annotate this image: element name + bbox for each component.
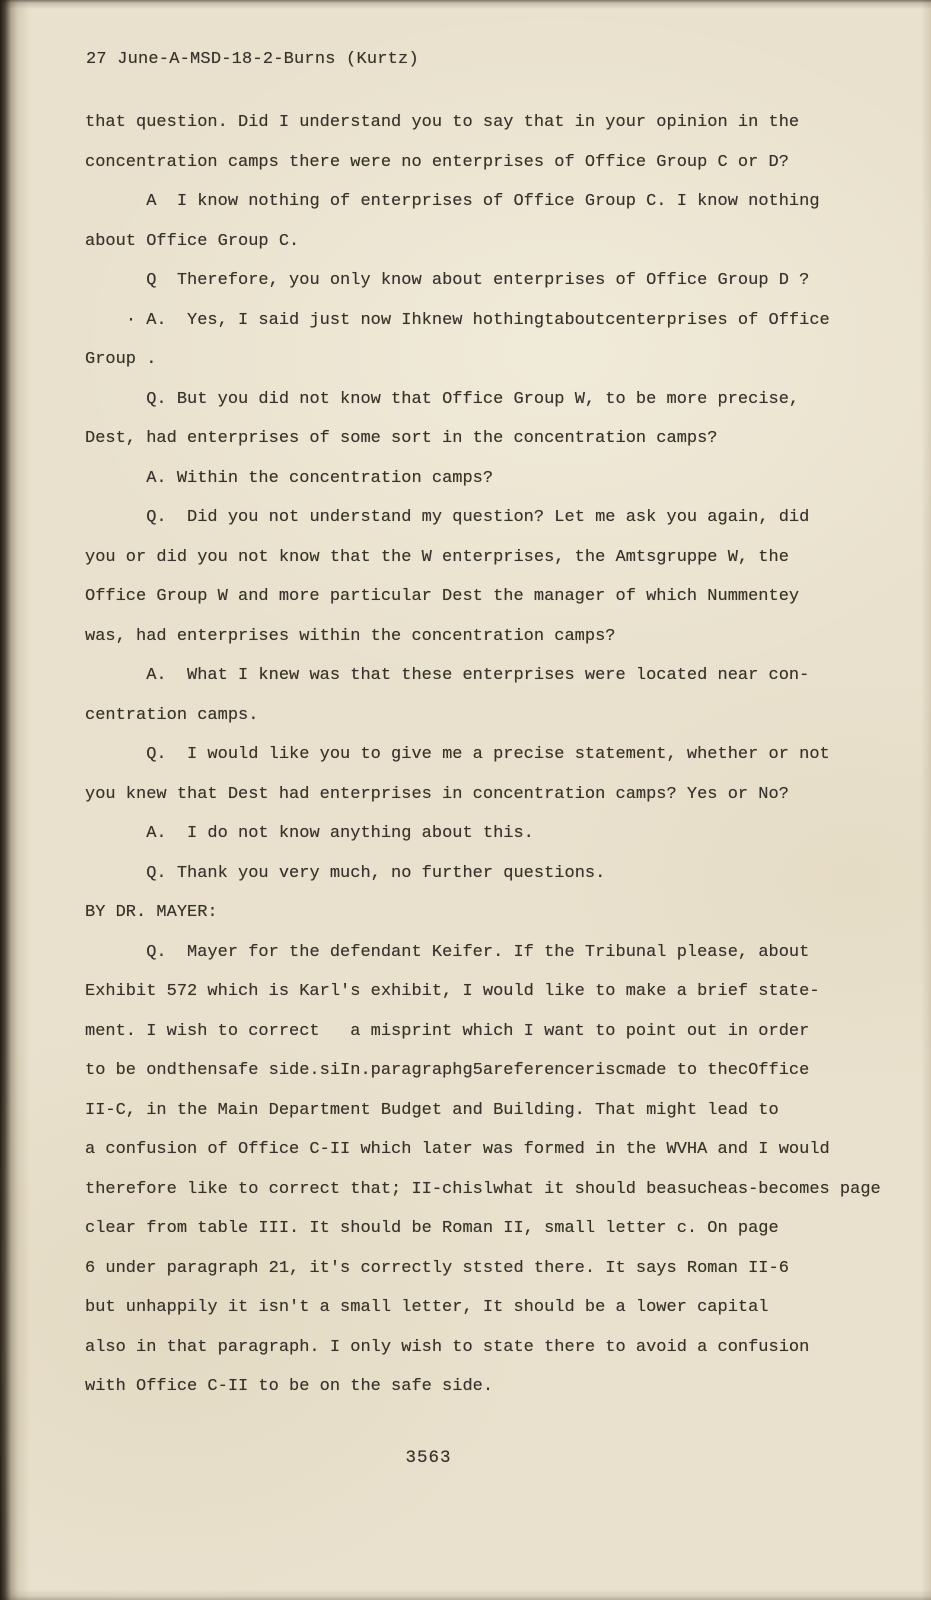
text-line: clear from table III. It should be Roman II, small letter c. On page	[85, 1219, 779, 1238]
text-line: also in that paragraph. I only wish to state there to avoid a confusion	[85, 1337, 810, 1357]
page-number: 3563	[405, 1448, 452, 1468]
document-header: 27 June-A-MSD-18-2-Burns (Kurtz)	[86, 50, 419, 69]
text-line: but unhappily it isn't a small letter, It should be a lower capital	[85, 1298, 769, 1317]
text-line: Q. But you did not know that Office Group W, to be more precise,	[85, 389, 800, 409]
document-body	[85, 103, 925, 1407]
text-line: A. I do not know anything about this.	[85, 824, 534, 843]
text-line: centration camps.	[85, 705, 259, 725]
text-line: you or did you not know that the W enterprises, the Amtsgruppe W, the	[85, 547, 789, 567]
text-line: A I know nothing of enterprises of Office Group C. I know nothing	[85, 192, 820, 211]
text-line: A. Within the concentration camps?	[85, 468, 494, 488]
text-line: Group .	[85, 350, 157, 369]
text-line: concentration camps there were no enterprises of Office Group C or D?	[85, 152, 789, 172]
text-line: therefore like to correct that; II-chislwhat it should beasucheas-becomes page	[85, 1179, 881, 1199]
text-line: Dest, had enterprises of some sort in the concentration camps?	[85, 429, 718, 448]
text-line: was, had enterprises within the concentration camps?	[85, 626, 616, 646]
text-line: Q. I would like you to give me a precise statement, whether or not	[85, 745, 830, 764]
text-line: ment. I wish to correct a misprint which I want to point out in order	[85, 1021, 810, 1041]
text-line: II-C, in the Main Department Budget and Building. That might lead to	[85, 1100, 779, 1120]
text-line: A. What I knew was that these enterprises were located near con-	[85, 666, 810, 685]
text-line: Q. Mayer for the defendant Keifer. If the Tribunal please, about	[85, 942, 810, 962]
text-line: Q Therefore, you only know about enterprises of Office Group D ?	[85, 271, 810, 290]
text-line: with Office C-II to be on the safe side.	[85, 1377, 494, 1396]
text-line: · A. Yes, I said just now Ihknew hothingtaboutcenterprises of Office	[85, 310, 830, 330]
text-line: to be ondthensafe side.siIn.paragraphg5areferenceriscmade to thecOffice	[85, 1061, 810, 1080]
text-line: Q. Thank you very much, no further questions.	[85, 863, 606, 883]
text-line: you knew that Dest had enterprises in concentration camps? Yes or No?	[85, 784, 789, 804]
text-line: that question. Did I understand you to say that in your opinion in the	[85, 113, 800, 132]
text-line: 6 under paragraph 21, it's correctly ststed there. It says Roman II-6	[85, 1258, 789, 1278]
text-line: BY DR. MAYER:	[85, 903, 218, 922]
text-line: a confusion of Office C-II which later was formed in the WVHA and I would	[85, 1140, 830, 1159]
text-line: Office Group W and more particular Dest the manager of which Nummentey	[85, 587, 800, 606]
text-line: Exhibit 572 which is Karl's exhibit, I would like to make a brief state-	[85, 982, 820, 1001]
text-line: about Office Group C.	[85, 231, 300, 251]
text-line: Q. Did you not understand my question? Let me ask you again, did	[85, 508, 810, 527]
